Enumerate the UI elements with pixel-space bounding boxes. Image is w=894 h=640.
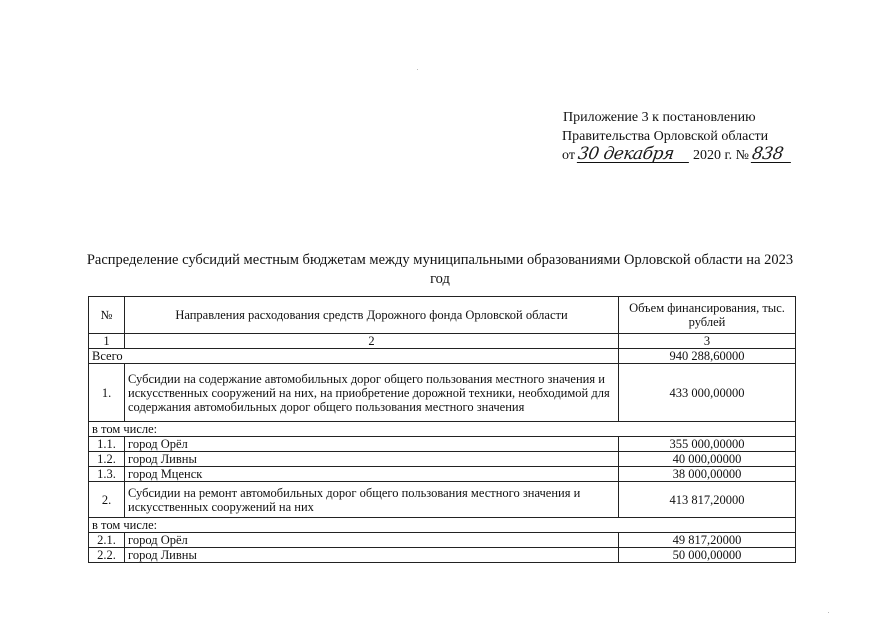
row-description: город Орёл: [125, 437, 619, 452]
row-num: 2.1.: [89, 533, 125, 548]
handwritten-number: 838: [751, 146, 793, 163]
header-description: Направления расходования средств Дорожного фонда Орловской области: [125, 297, 619, 334]
row-amount: 38 000,00000: [619, 467, 796, 482]
appendix-line-2: Правительства Орловской области: [562, 129, 769, 144]
total-row: [89, 349, 796, 364]
row-num: 1.: [89, 364, 125, 422]
row-num: 1.3.: [89, 467, 125, 482]
row-amount: 40 000,00000: [619, 452, 796, 467]
table-row: [89, 467, 796, 482]
header-amount: Объем финансирования, тыс. рублей: [619, 297, 796, 334]
table-row: [89, 437, 796, 452]
row-num: 1.2.: [89, 452, 125, 467]
row-num: 2.2.: [89, 548, 125, 563]
table-row: [89, 364, 796, 422]
including-row: [89, 422, 796, 437]
year-text: 2020 г. №: [692, 148, 749, 163]
header-num: №: [89, 297, 125, 334]
row-description: город Мценск: [125, 467, 619, 482]
row-description: город Орёл: [125, 533, 619, 548]
table-header-row: [89, 297, 796, 334]
row-amount: 50 000,00000: [619, 548, 796, 563]
row-description: город Ливны: [125, 452, 619, 467]
row-description: город Ливны: [125, 548, 619, 563]
date-prefix: от: [562, 148, 575, 163]
appendix-line-1: Приложение 3 к постановлению: [563, 110, 756, 125]
including-label: в том числе:: [89, 422, 796, 437]
row-amount: 433 000,00000: [619, 364, 796, 422]
handwritten-date: 30 декабря: [577, 146, 691, 163]
table-row: [89, 482, 796, 518]
column-number-1: 1: [89, 334, 125, 349]
column-number-2: 2: [125, 334, 619, 349]
document-title: Распределение субсидий местным бюджетам между муниципальными образованиями Орловской области на 2023 год: [86, 252, 794, 287]
row-amount: 49 817,20000: [619, 533, 796, 548]
appendix-block: [562, 108, 792, 165]
scan-speck: [828, 612, 829, 613]
row-amount: 355 000,00000: [619, 437, 796, 452]
budget-table: [88, 296, 796, 563]
scan-speck: [417, 69, 418, 70]
table-row: [89, 452, 796, 467]
column-numbers-row: [89, 334, 796, 349]
total-amount: 940 288,60000: [619, 349, 796, 364]
table-row: [89, 533, 796, 548]
row-description: Субсидии на содержание автомобильных дорог общего пользования местного значения и искусственных сооружений на них, на приобретение дорожной техники, необходимой для содержания автомобильных дорог общего пользования местного значения: [125, 364, 619, 422]
row-description: Субсидии на ремонт автомобильных дорог общего пользования местного значения и искусственных сооружений на них: [125, 482, 619, 518]
appendix-date-line: [562, 146, 792, 165]
including-row: [89, 518, 796, 533]
including-label: в том числе:: [89, 518, 796, 533]
row-amount: 413 817,20000: [619, 482, 796, 518]
total-label: Всего: [89, 349, 619, 364]
column-number-3: 3: [619, 334, 796, 349]
row-num: 2.: [89, 482, 125, 518]
table-row: [89, 548, 796, 563]
row-num: 1.1.: [89, 437, 125, 452]
